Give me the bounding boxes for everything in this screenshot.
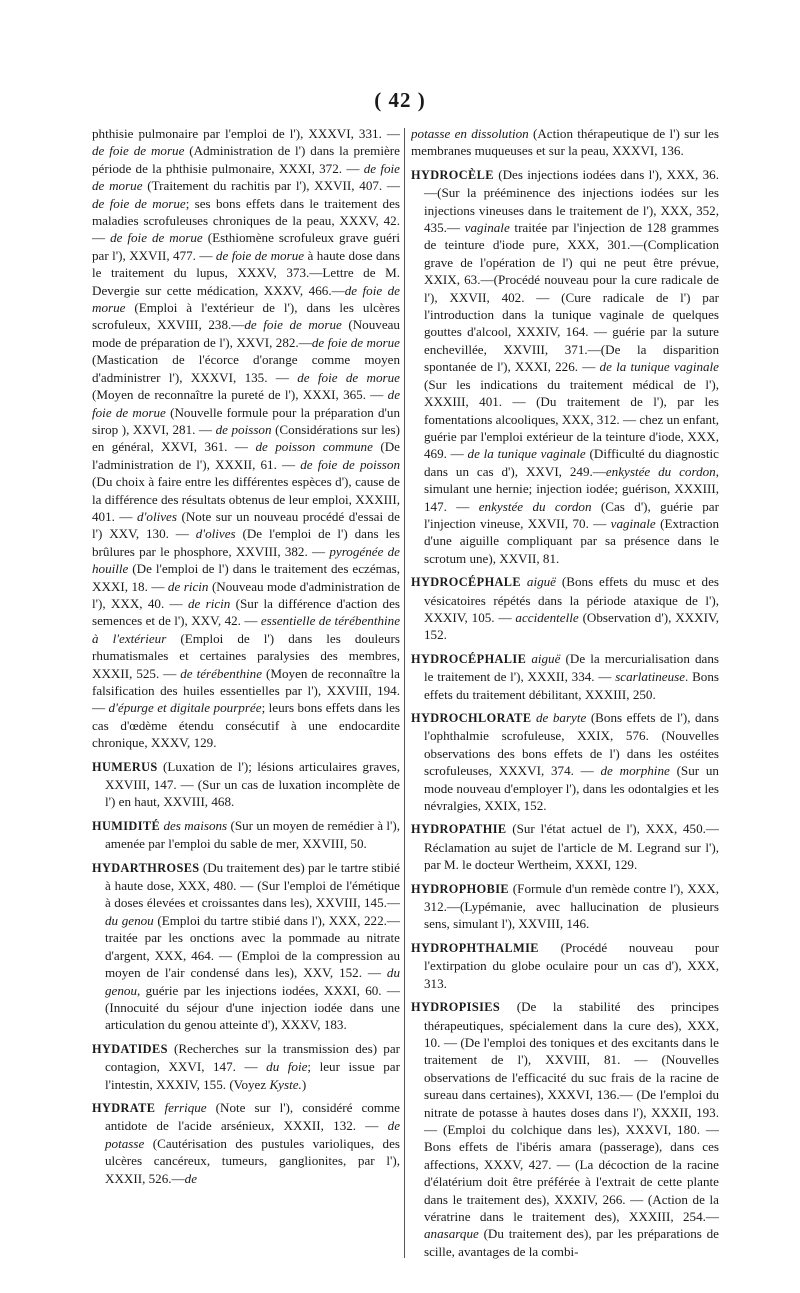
index-entry — [411, 820, 719, 873]
index-entry-continuation — [411, 125, 719, 160]
index-entry — [411, 939, 719, 992]
entry-subterm: Kyste. — [269, 1076, 302, 1092]
entry-subterm: de térébenthine — [180, 665, 263, 681]
entry-subterm: de foie de morue — [92, 282, 400, 316]
index-entry — [92, 758, 400, 811]
entry-text: (Moyen de reconnaître la falsification des huiles essentielles par l'), XXVIII, 194. — — [92, 665, 400, 716]
entry-text: (Des injections iodées dans l'), XXX, 36.—(Sur la prééminence des injections iodées sur les injections vineuses dans le traitement de l'), XXX, 352, 435.— — [424, 166, 719, 236]
entry-text: (De l'administration de l'), XXXII, 61. — — [92, 439, 400, 472]
entry-text: ; leur issue par l'intestin, XXXIV, 155. (Voyez — [105, 1059, 400, 1092]
entry-subterm: du foie — [266, 1059, 308, 1075]
entry-subterm: de potasse — [105, 1118, 400, 1151]
entry-text: ; ses bons effets dans le traitement des maladies scrofuleuses chroniques de la peau, XXXV, 42. — — [92, 195, 400, 246]
entry-text: (De la stabilité des principes thérapeutiques, spécialement dans la cure des), XXX, 10. — (De l'emploi des toniques et des excitants dans le traitement de l'), XXVIII, 81. — (Nouvelles observations de l'efficacité du suc frais de la racine de sureau dans certaines), XXXVI, 136.— (De l'emploi du nitrate de potasse à hautes doses dans l'), XXXII, 193. — (Emploi du colchique dans les), XXXVI, 180. — Bons effets de l'ibéris amara (passerage), dans ces affections, XXXV, 427. — (La décoction de la racine d'élatérium doit être préférée à l'extrait de cette plante dans le traitement des), XXXIV, 266. — (Action de la vératrine dans le traitement des), XXXIII, 254.— — [424, 999, 719, 1224]
entry-headword: HYDROPHTHALMIE — [411, 940, 539, 955]
entry-headword: HYDROCÈLE — [411, 167, 494, 182]
entry-subterm: d'olives — [137, 508, 177, 524]
entry-text: (Sur un mode nouveau d'employer l'), dans les odontalgies et les névralgies, XXIX, 152. — [424, 763, 719, 814]
entry-text: à haute dose dans le traitement du lupus, XXXV, 373.—Lettre de M. Devergie sur cette médication, XXXV, 466.— — [92, 247, 400, 298]
index-entry — [92, 817, 400, 853]
entry-subterm: de foie de morue — [92, 143, 185, 159]
entry-text: phthisie pulmonaire par l'emploi de l'), XXXVI, 331. — — [92, 126, 400, 141]
entry-subterm: de ricin — [167, 578, 209, 594]
index-entry — [411, 998, 719, 1260]
entry-headword: HYDROPISIES — [411, 1000, 501, 1015]
entry-subterm: aiguë — [531, 650, 561, 666]
entry-text: (Bons effets de l'), dans l'ophthalmie scrofuleuse, XXIX, 576. (Nouvelles observations des bons effets de l') dans les ostéites scrofuleuses, XXXVI, 374. — — [424, 710, 719, 779]
entry-subterm: anasarque — [424, 1226, 479, 1242]
entry-text: (Emploi du tartre stibié dans l'), XXX, 222.— traitée par les onctions avec la pommade au nitrate d'argent, XXX, 464. — (Emploi de la compression au moyen de l'air condensé dans les), XXV, 152. — — [105, 912, 400, 981]
index-entry — [411, 573, 719, 644]
entry-subterm: potasse en dissolution — [411, 126, 529, 141]
entry-subterm: pyrogénée de houille — [92, 543, 400, 577]
entry-text: (Administration de l') dans la première période de la phthisie pulmonaire, XXXI, 372. — — [92, 143, 400, 176]
entry-headword: HYDROPHOBIE — [411, 881, 510, 896]
entry-text: (Cas d'), guérie par l'injection vineuse, XXVII, 70. — — [424, 498, 719, 531]
entry-text: (Nouvelle formule pour la préparation d'un sirop ), XXVI, 281. — — [92, 404, 400, 437]
index-entry — [411, 880, 719, 933]
entry-subterm: de baryte — [535, 710, 587, 725]
entry-subterm: de poisson — [215, 421, 272, 437]
entry-subterm: accidentelle — [515, 609, 579, 625]
entry-text: (Traitement du rachitis par l'), XXVII, 407. — — [142, 178, 400, 194]
entry-text: (Luxation de l'); lésions articulaires graves, XXVIII, 147. — (Sur un cas de luxation incomplète de l') en haut, XXVIII, 468. — [105, 758, 400, 810]
entry-subterm: de morphine — [600, 763, 670, 779]
entry-headword: HYDROPATHIE — [411, 822, 507, 837]
index-entry — [92, 1099, 400, 1187]
entry-text: traitée par l'injection de 128 grammes de teinture d'iode pure, XXX, 301.—(Complication grave de l'opération de l') qui ne peut être prévue, XXIX, 63.—(Procédé nouveau pour la cure radicale de l'), XXVII, 402. — (Cure radicale de l') par l'introduction dans la tunique vaginale de quelques gouttes d'alcool, XXXIV, 164. — guérie par la suture enchevillée, XXVIII, 371.—(De la disparition spontanée de l'), XXXI, 226. — — [424, 220, 719, 375]
entry-subterm: de foie de morue — [92, 387, 400, 420]
entry-text: (Recherches sur la transmission des) par contagion, XXVI, 147. — — [105, 1040, 400, 1075]
entry-subterm: de foie de poisson — [300, 456, 400, 472]
entry-headword: HUMERUS — [92, 759, 158, 774]
entry-headword: HYDROCÉPHALIE — [411, 651, 527, 666]
entry-text: (Bons effets du musc et des vésicatoires répétés dans la période ataxique de l'), XXXIV, 105. — — [424, 574, 719, 625]
entry-subterm: scarlatineuse — [615, 669, 686, 685]
entry-subterm: des maisons — [163, 817, 228, 833]
entry-subterm: du genou — [105, 965, 400, 998]
entry-text: (Emploi à l'extérieur de l'), dans les ulcères scrofuleux, XXVIII, 238.— — [92, 300, 400, 333]
entry-text: (Note sur un nouveau procédé d'essai de l') XXV, 130. — — [92, 508, 400, 542]
entry-subterm: d'épurge et digitale pourprée — [108, 700, 262, 716]
entry-text: (Nouveau mode d'administration de l'), XXX, 40. — — [92, 578, 400, 611]
entry-subterm: d'olives — [195, 526, 236, 542]
index-entry — [411, 709, 719, 814]
entry-text: (Action thérapeutique de l') sur les membranes muqueuses et sur la peau, XXXVI, 136. — [411, 126, 719, 159]
entry-text: (Cautérisation des pustules varioliques, des ulcères cancéreux, tumeurs, ganglionites, par l'), XXXII, 526.— — [105, 1135, 400, 1186]
entry-text: (Nouveau mode de préparation de l'), XXVI, 282.— — [92, 317, 400, 350]
entry-headword: HYDRATE — [92, 1100, 156, 1115]
right-column — [411, 125, 719, 1265]
entry-subterm: de foie de morue — [92, 195, 186, 211]
entry-text: (Observation d'), XXXIV, 152. — [424, 609, 719, 643]
entry-subterm: de ricin — [187, 595, 231, 611]
entry-text: (Du traitement des) par le tartre stibié à haute dose, XXX, 480. — (Sur l'emploi de l'émétique à doses élevées et croissantes dans les), XXVIII, 145.— — [105, 859, 400, 911]
entry-subterm: vaginale — [464, 220, 510, 236]
column-divider — [404, 128, 405, 1258]
index-entry — [411, 650, 719, 703]
entry-text: (Emploi de l') dans les douleurs rhumatismales et certaines paralysies des membres, XXXII, 525. — — [92, 630, 400, 681]
entry-subterm: de foie de morue — [311, 334, 400, 350]
entry-subterm: de poisson commune — [255, 439, 373, 455]
index-entry — [92, 859, 400, 1034]
entry-text: (Extraction d'une aiguille compliquant par sa présence dans le scrotum une), XXVII, 81. — [424, 515, 719, 566]
entry-text: (Note sur l'), considéré comme antidote de l'acide arsénieux, XXXII, 132. — — [105, 1099, 400, 1134]
entry-text: . Bons effets du traitement débilitant, XXXIII, 250. — [424, 669, 719, 702]
entry-text: (Mastication de l'écorce d'orange comme moyen d'administrer l'), XXXVI, 135. — — [92, 352, 400, 385]
entry-headword: HUMIDITÉ — [92, 818, 161, 833]
entry-text: , guérie par les injections iodées, XXXI, 60. — (Innocuité du séjour d'une injection iodée dans une articulation du genou atteinte d'), XXXV, 183. — [105, 982, 400, 1033]
entry-subterm: de foie de morue — [297, 369, 400, 385]
entry-text: ; leurs bons effets dans les cas d'œdème étendu consécutif à une endocardite chronique, XXXV, 129. — [92, 700, 400, 751]
entry-text: (De l'emploi de l') dans les brûlures par le phosphore, XXVIII, 382. — — [92, 526, 400, 559]
entry-subterm: essentielle de térébenthine à l'extérieur — [92, 613, 400, 646]
entry-text: (Sur un moyen de remédier à l'), amenée par l'emploi du sable de mer, XXVIII, 50. — [105, 817, 400, 852]
entry-subterm: aiguë — [526, 574, 556, 590]
entry-text: (Formule d'un remède contre l'), XXX, 312.—(Lypémanie, avec hallucination de plusieurs sens, simulant l'), XXVIII, 146. — [424, 880, 719, 932]
entry-text: , simulant une hernie; injection iodée; guérison, XXXIII, 147. — — [424, 463, 719, 514]
entry-text: (Procédé nouveau pour l'extirpation du globe oculaire pour un cas d'), XXX, 313. — [424, 939, 719, 991]
entry-text: (Esthiomène scrofuleux grave guéri par l'), XXVII, 477. — — [92, 230, 400, 263]
entry-text: (Du choix à faire entre les différentes espèces d'), cause de la différence des résultats obtenus de leur emploi, XXXIII, 401. — — [92, 474, 400, 524]
entry-text: (Sur la différence d'action des semences et de l'), XXV, 42. — — [92, 595, 400, 629]
entry-text: (Du traitement des), par les préparations de scille, avantages de la combi- — [424, 1226, 719, 1259]
entry-subterm: de foie de morue — [110, 230, 203, 246]
entry-text: (Sur les indications du traitement médical de l'), XXXIII, 401. — (Du traitement de l'), par les fomentations alcooliques, XXX, 312. — chez un enfant, guérie par l'emploi extérieur de la teinture d'iode, XXX, 469. — — [424, 376, 719, 462]
entry-text: (De l'emploi de l') dans le traitement des eczémas, XXXI, 18. — — [92, 561, 400, 594]
entry-headword: HYDROCHLORATE — [411, 711, 532, 725]
entry-text: (Difficulté du diagnostic dans un cas d'), XXVI, 249.— — [424, 446, 719, 479]
entry-subterm: du genou — [105, 912, 154, 928]
entry-subterm: de la tunique vaginale — [599, 359, 719, 375]
entry-subterm: de — [184, 1170, 198, 1186]
page-number: ( 42 ) — [374, 88, 426, 112]
index-entry-continuation — [92, 125, 400, 752]
entry-headword: HYDATIDES — [92, 1041, 168, 1056]
entry-headword: HYDROCÉPHALE — [411, 575, 522, 590]
entry-subterm: vaginale — [610, 515, 656, 531]
entry-subterm: de la tunique vaginale — [467, 446, 586, 462]
entry-subterm: de foie de morue — [244, 317, 342, 333]
entry-subterm: ferrique — [164, 1099, 207, 1115]
entry-subterm: de foie de morue — [92, 160, 400, 194]
entry-text: (Considérations sur les) en général, XXVI, 361. — — [92, 421, 400, 455]
entry-subterm: enkystée du cordon — [605, 463, 716, 479]
entry-text: (Moyen de reconnaître la pureté de l'), XXXI, 365. — — [92, 387, 388, 403]
entry-text: (Sur l'état actuel de l'), XXX, 450.— Réclamation au sujet de l'article de M. Legrand sur l'), par M. le docteur Wertheim, XXXI, 129. — [424, 821, 719, 873]
entry-text: ) — [301, 1076, 307, 1092]
entry-text: (De la mercurialisation dans le traitement de l'), XXXII, 334. — — [424, 650, 719, 685]
index-entry — [92, 1040, 400, 1093]
entry-headword: HYDARTHROSES — [92, 860, 200, 875]
entry-subterm: de foie de morue — [215, 247, 305, 263]
entry-subterm: enkystée du cordon — [478, 498, 592, 514]
index-entry — [411, 166, 719, 567]
left-column — [92, 125, 400, 1265]
